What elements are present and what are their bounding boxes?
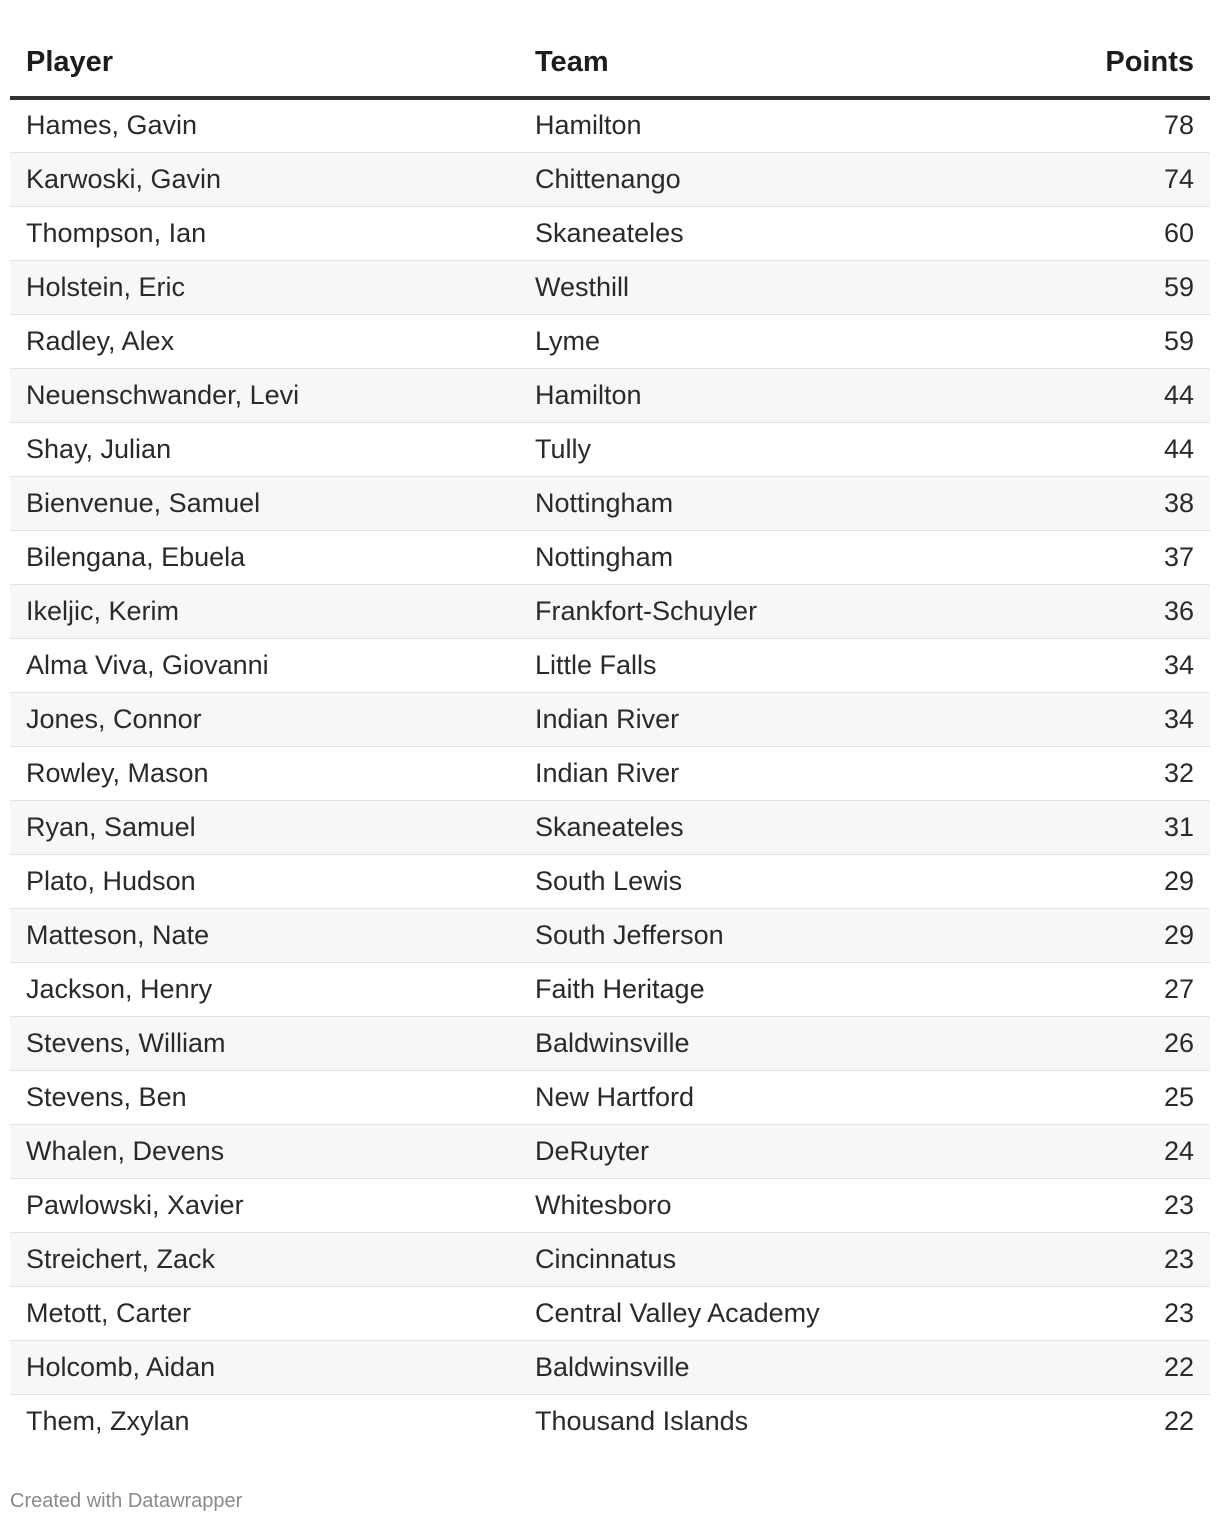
table-row <box>10 800 1210 854</box>
datawrapper-credit[interactable]: Created with Datawrapper <box>10 1490 243 1512</box>
player-cell: Ryan, Samuel <box>10 800 519 854</box>
player-cell: Holcomb, Aidan <box>10 1340 519 1394</box>
points-cell: 74 <box>1028 152 1210 206</box>
table-row <box>10 98 1210 152</box>
team-cell: Nottingham <box>519 476 1028 530</box>
table-row <box>10 638 1210 692</box>
table-row <box>10 1340 1210 1394</box>
player-cell: Whalen, Devens <box>10 1124 519 1178</box>
player-cell: Jackson, Henry <box>10 962 519 1016</box>
team-cell: Lyme <box>519 314 1028 368</box>
team-cell: Little Falls <box>519 638 1028 692</box>
player-cell: Rowley, Mason <box>10 746 519 800</box>
player-cell: Thompson, Ian <box>10 206 519 260</box>
points-cell: 27 <box>1028 962 1210 1016</box>
table-row <box>10 1124 1210 1178</box>
table-row <box>10 476 1210 530</box>
points-cell: 26 <box>1028 1016 1210 1070</box>
table-row <box>10 908 1210 962</box>
team-cell: South Lewis <box>519 854 1028 908</box>
table-row <box>10 314 1210 368</box>
player-cell: Alma Viva, Giovanni <box>10 638 519 692</box>
points-cell: 60 <box>1028 206 1210 260</box>
player-cell: Stevens, William <box>10 1016 519 1070</box>
table-row <box>10 854 1210 908</box>
table-row <box>10 692 1210 746</box>
table-row <box>10 206 1210 260</box>
team-cell: Central Valley Academy <box>519 1286 1028 1340</box>
table-row <box>10 368 1210 422</box>
table-row <box>10 152 1210 206</box>
points-cell: 78 <box>1028 98 1210 152</box>
player-cell: Ikeljic, Kerim <box>10 584 519 638</box>
team-cell: Indian River <box>519 746 1028 800</box>
table-row <box>10 1232 1210 1286</box>
points-cell: 23 <box>1028 1178 1210 1232</box>
points-cell: 31 <box>1028 800 1210 854</box>
player-cell: Neuenschwander, Levi <box>10 368 519 422</box>
table-header <box>10 28 1210 98</box>
player-cell: Metott, Carter <box>10 1286 519 1340</box>
table-row <box>10 962 1210 1016</box>
player-cell: Plato, Hudson <box>10 854 519 908</box>
team-cell: South Jefferson <box>519 908 1028 962</box>
table-row <box>10 1286 1210 1340</box>
team-cell: Chittenango <box>519 152 1028 206</box>
team-cell: Faith Heritage <box>519 962 1028 1016</box>
points-cell: 36 <box>1028 584 1210 638</box>
team-cell: Frankfort-Schuyler <box>519 584 1028 638</box>
team-cell: Skaneateles <box>519 800 1028 854</box>
points-cell: 38 <box>1028 476 1210 530</box>
player-cell: Bienvenue, Samuel <box>10 476 519 530</box>
team-cell: Westhill <box>519 260 1028 314</box>
points-cell: 29 <box>1028 854 1210 908</box>
points-table <box>10 28 1210 1448</box>
player-cell: Pawlowski, Xavier <box>10 1178 519 1232</box>
table-row <box>10 584 1210 638</box>
table-row <box>10 530 1210 584</box>
team-cell: Indian River <box>519 692 1028 746</box>
team-cell: Thousand Islands <box>535 1405 749 1436</box>
points-cell: 32 <box>1028 746 1210 800</box>
team-cell: DeRuyter <box>519 1124 1028 1178</box>
player-cell: Radley, Alex <box>10 314 519 368</box>
points-cell: 25 <box>1028 1070 1210 1124</box>
player-cell: Bilengana, Ebuela <box>10 530 519 584</box>
team-cell: Nottingham <box>519 530 1028 584</box>
team-cell: Hamilton <box>519 368 1028 422</box>
team-cell: Cincinnatus <box>519 1232 1028 1286</box>
points-cell: 59 <box>1028 314 1210 368</box>
points-cell: 59 <box>1028 260 1210 314</box>
column-header-team[interactable]: Team <box>519 28 1028 98</box>
player-cell: Karwoski, Gavin <box>10 152 519 206</box>
player-cell: Stevens, Ben <box>10 1070 519 1124</box>
table-row <box>10 746 1210 800</box>
column-header-player[interactable]: Player <box>10 28 519 98</box>
points-cell: 29 <box>1028 908 1210 962</box>
table-row <box>10 260 1210 314</box>
points-cell: 22 <box>1028 1340 1210 1394</box>
table-row <box>10 1016 1210 1070</box>
player-cell: Shay, Julian <box>10 422 519 476</box>
points-table-container <box>10 28 1210 1448</box>
table-row <box>10 1394 1210 1448</box>
column-header-points[interactable]: Points <box>1028 28 1210 98</box>
points-cell: 44 <box>1028 368 1210 422</box>
table-row <box>10 1178 1210 1232</box>
table-row <box>10 1070 1210 1124</box>
points-cell: 23 <box>1028 1286 1210 1340</box>
table-row <box>10 422 1210 476</box>
player-cell: Hames, Gavin <box>10 98 519 152</box>
team-cell: Baldwinsville <box>519 1340 1028 1394</box>
player-cell: Matteson, Nate <box>10 908 519 962</box>
header-row <box>10 28 1210 98</box>
team-cell: Tully <box>519 422 1028 476</box>
points-cell: 34 <box>1028 638 1210 692</box>
player-cell: Holstein, Eric <box>10 260 519 314</box>
team-cell: Skaneateles <box>519 206 1028 260</box>
player-cell: Streichert, Zack <box>10 1232 519 1286</box>
points-cell: 34 <box>1028 692 1210 746</box>
team-cell: Whitesboro <box>519 1178 1028 1232</box>
player-cell: Them, Zxylan <box>26 1405 190 1436</box>
points-cell: 37 <box>1028 530 1210 584</box>
points-cell: 22 <box>1163 1405 1194 1436</box>
player-cell: Jones, Connor <box>10 692 519 746</box>
points-cell: 44 <box>1028 422 1210 476</box>
points-cell: 23 <box>1028 1232 1210 1286</box>
table-body <box>10 98 1210 1448</box>
points-cell: 24 <box>1028 1124 1210 1178</box>
team-cell: Hamilton <box>519 98 1028 152</box>
team-cell: Baldwinsville <box>519 1016 1028 1070</box>
team-cell: New Hartford <box>519 1070 1028 1124</box>
